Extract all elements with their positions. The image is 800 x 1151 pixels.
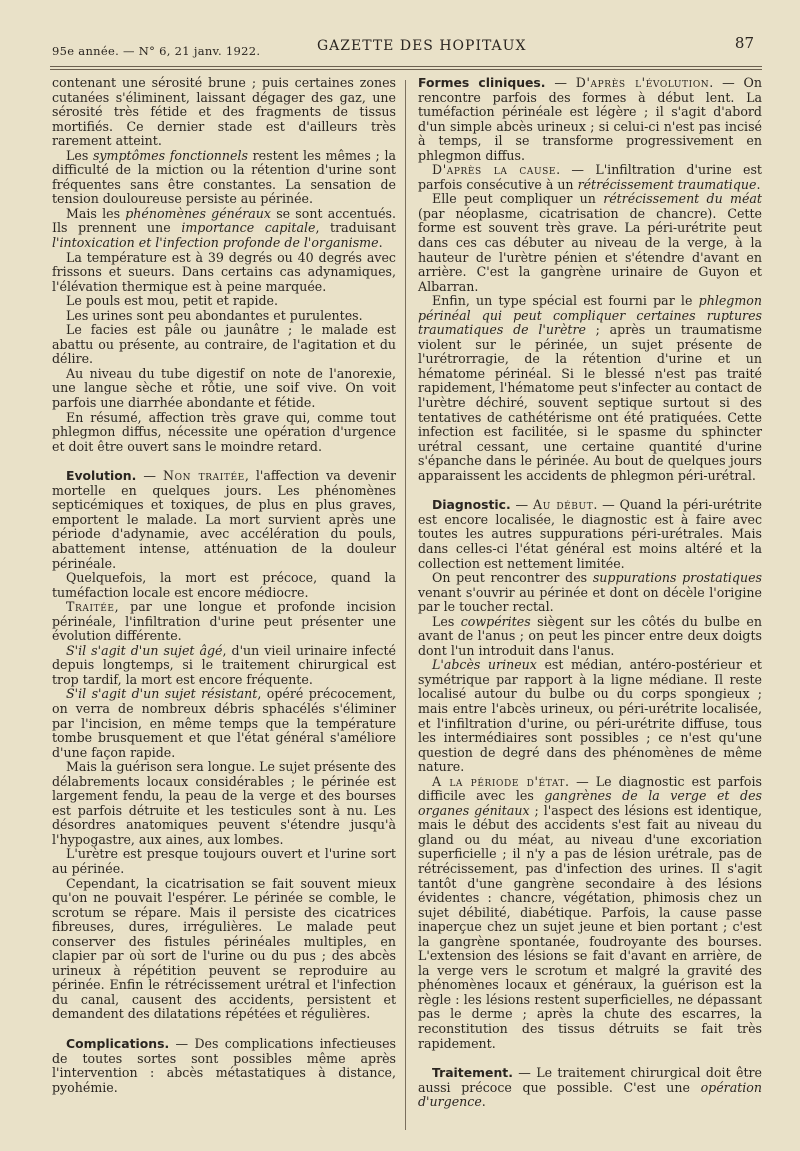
section-heading: Formes cliniques. bbox=[418, 75, 546, 90]
journal-title: GAZETTE DES HOPITAUX bbox=[317, 38, 527, 54]
page-header bbox=[52, 34, 760, 64]
section-formes-cliniques: Formes cliniques. — D'après l'évolution. — On rencontre parfois des formes à début lent. La tuméfaction périnéale est légère ; il s'agit d'abord d'un simple abcès urineux ; si celui-ci n'est pas incisé à temps, il se transforme progressivement en phlegmon diffus. bbox=[418, 75, 762, 163]
paragraph: Les cowpérites siègent sur les côtés du bulbe en avant de l'anus ; on peut les pincer entre deux doigts dont l'un introduit dans l'anus. bbox=[418, 613, 762, 658]
section-heading: Complications. bbox=[66, 1036, 170, 1051]
paragraph: Le pouls est mou, petit et rapide. bbox=[66, 293, 279, 309]
header-rule-double bbox=[50, 69, 762, 70]
paragraph: Le facies est pâle ou jaunâtre ; le malade est abattu ou présente, au contraire, de l'agitation et du délire. bbox=[52, 322, 396, 367]
section-complications: Complications. — Des complications infectieuses de toutes sortes sont possibles même après l'intervention : abcès métastatiques à distance, pyohémie. bbox=[52, 1036, 396, 1095]
paragraph: D'après la cause. — L'infiltration d'urine est parfois consécutive à un rétrécissement traumatique. bbox=[418, 162, 762, 192]
section-heading: Evolution. bbox=[66, 468, 137, 484]
section-evolution: Evolution. — Non traitée, l'affection va devenir mortelle en quelques jours. Les phénomènes septicémiques et toxiques, de plus en plus graves, emportent le malade. La mort survient après une période d'adynamie, avec accélération du pouls, abattement intense, atténuation de la douleur périnéale. bbox=[52, 468, 396, 571]
header-rule bbox=[50, 66, 762, 67]
paragraph: Les symptômes fonctionnels restent les mêmes ; la difficulté de la miction ou la rétention d'urine sont fréquentes sans être constantes. La sensation de tension douloureuse persiste au périnée. bbox=[52, 147, 396, 207]
paragraph: En résumé, affection très grave qui, comme tout phlegmon diffus, nécessite une opération d'urgence et doit être ouvert sans le moindre retard. bbox=[52, 409, 396, 454]
paragraph: L'urètre est presque toujours ouvert et l'urine sort au périnée. bbox=[52, 846, 396, 876]
page-number: 87 bbox=[734, 34, 754, 52]
paragraph: Quelquefois, la mort est précoce, quand la tuméfaction locale est encore médiocre. bbox=[52, 570, 396, 600]
paragraph: Elle peut compliquer un rétrécissement du méat (par néoplasme, cicatrisation de chancre). Cette forme est souvent très grave. La péri-urétrite peut dans ces cas débuter au niveau de la verge, à la hauteur de l'urètre pénien et s'étendre d'avant en arrière. C'est la gangrène urinaire de Guyon et Albarran. bbox=[418, 191, 762, 294]
paragraph: Enfin, un type spécial est fourni par le phlegmon périnéal qui peut compliquer certaines ruptures traumatiques de l'urètre ; après un traumatisme violent sur le périnée, un sujet présente de l'urétrorragie, de la rétention d'urine et un hématome périnéal. Si le blessé n'est pas traité rapidement, l'hématome peut s'infecter au contact de l'urètre déchiré, souvent septique surtout si des tentatives de cathétérisme ont été pratiquées. Cette infection est facilitée, si le spasme du sphincter urétral cessant, une certaine quantité d'urine s'épanche dans le périnée. Au bout de quelques jours apparaissent les accidents de phlegmon péri-urétral. bbox=[418, 293, 762, 483]
paragraph: contenant une sérosité brune ; puis certaines zones cutanées s'éliminent, laissant dégager des gaz, une sérosité très fétide et des fragments de tissus mortifiés. Ce dernier stade est d'ailleurs très rarement atteint. bbox=[52, 75, 396, 149]
section-heading: Traitement. bbox=[432, 1065, 513, 1081]
paragraph: Les urines sont peu abondantes et purulentes. bbox=[66, 307, 363, 323]
section-heading: Diagnostic. bbox=[432, 497, 511, 513]
paragraph: Mais la guérison sera longue. Le sujet présente des délabrements locaux considérables ; le périnée est largement fendu, la peau de la verge et des bourses est parfois détruite et les testicules sont à nu. Les désordres anatomiques peuvent s'étendre jusqu'à l'hypogastre, aux aines, aux lombes. bbox=[52, 759, 396, 847]
paragraph: S'il s'agit d'un sujet résistant, opéré précocement, on verra de nombreux débris sphacélés s'éliminer par l'incision, en même temps que la température tombe brusquement et que l'état général s'améliore d'une façon rapide. bbox=[52, 686, 396, 760]
section-diagnostic: Diagnostic. — Au début. — Quand la péri-urétrite est encore localisée, le diagnostic est à faire avec toutes les autres suppurations péri-urétrales. Mais dans celles-ci l'état général est moins altéré et la collection est nettement limitée. bbox=[418, 497, 762, 571]
paragraph: L'abcès urineux est médian, antéro-postérieur et symétrique par rapport à la ligne médiane. Il reste localisé autour du bulbe ou du corps spongieux ; mais entre l'abcès urineux, ou péri-urétrite localisée, et l'infiltration d'urine, ou péri-urétrite diffuse, tous les intermédiaires sont possibles ; ce n'est qu'une question de degré dans des phénomènes de même nature. bbox=[418, 657, 762, 775]
left-column bbox=[52, 76, 396, 1095]
paragraph: S'il s'agit d'un sujet âgé, d'un vieil urinaire infecté depuis longtemps, si le traitement chirurgical est trop tardif, la mort est encore fréquente. bbox=[52, 642, 396, 687]
paragraph: A la période d'état. — Le diagnostic est parfois difficile avec les gangrènes de la verge et des organes génitaux ; l'aspect des lésions est identique, mais le début des accidents s'est fait au niveau du gland ou du méat, au niveau d'une excoriation superficielle ; il n'y a pas de lésion urétrale, pas de rétrécissement, pas d'infection des urines. Il s'agit tantôt d'une gangrène secondaire à des lésions évidentes : chancre, végétation, phimosis chez un sujet débilité, diabétique. Parfois, la cause passe inaperçue chez un sujet jeune et bien portant ; c'est la gangrène spontanée, foudroyante des bourses. L'extension des lésions se fait d'avant en arrière, de la verge vers le scrotum et malgré la gravité des phénomènes locaux et généraux, la guérison est la règle : les lésions restent superficielles, ne dépassant pas le derme ; après la chute des escarres, la reconstitution des tissus détruits se fait très rapidement. bbox=[418, 773, 763, 1051]
section-traitement: Traitement. — Le traitement chirurgical doit être aussi précoce que possible. C'est une opération d'urgence. bbox=[418, 1065, 762, 1110]
paragraph: Mais les phénomènes généraux se sont accentués. Ils prennent une importance capitale, traduisant l'intoxication et l'infection profonde de l'organisme. bbox=[52, 205, 396, 251]
column-divider bbox=[405, 80, 406, 1130]
paragraph: On peut rencontrer des suppurations prostatiques venant s'ouvrir au périnée et dont on décèle l'origine par le toucher rectal. bbox=[418, 570, 762, 615]
paragraph: Traitée, par une longue et profonde incision périnéale, l'infiltration d'urine peut présenter une évolution différente. bbox=[52, 599, 396, 644]
paragraph: La température est à 39 degrés ou 40 degrés avec frissons et sueurs. Dans certains cas adynamiques, l'élévation thermique est à peine marquée. bbox=[52, 249, 396, 294]
paragraph: Cependant, la cicatrisation se fait souvent mieux qu'on ne pouvait l'espérer. Le périnée se comble, le scrotum se répare. Mais il persiste des cicatrices fibreuses, dures, irrégulières. Le malade peut conserver des fistules périnéales multiples, en clapier par où sort de l'urine ou du pus ; des abcès urineux à répétition peuvent se reproduire au périnée. Enfin le rétrécissement urétral et l'infection du canal, causent des accidents, persistent et demandent des dilatations répétées et régulières. bbox=[52, 875, 396, 1022]
right-column bbox=[418, 76, 762, 1110]
issue-info: 95e année. — N° 6, 21 janv. 1922. bbox=[52, 44, 261, 58]
paragraph: Au niveau du tube digestif on note de l'anorexie, une langue sèche et rôtie, une soif vive. On voit parfois une diarrhée abondante et fétide. bbox=[52, 365, 396, 411]
